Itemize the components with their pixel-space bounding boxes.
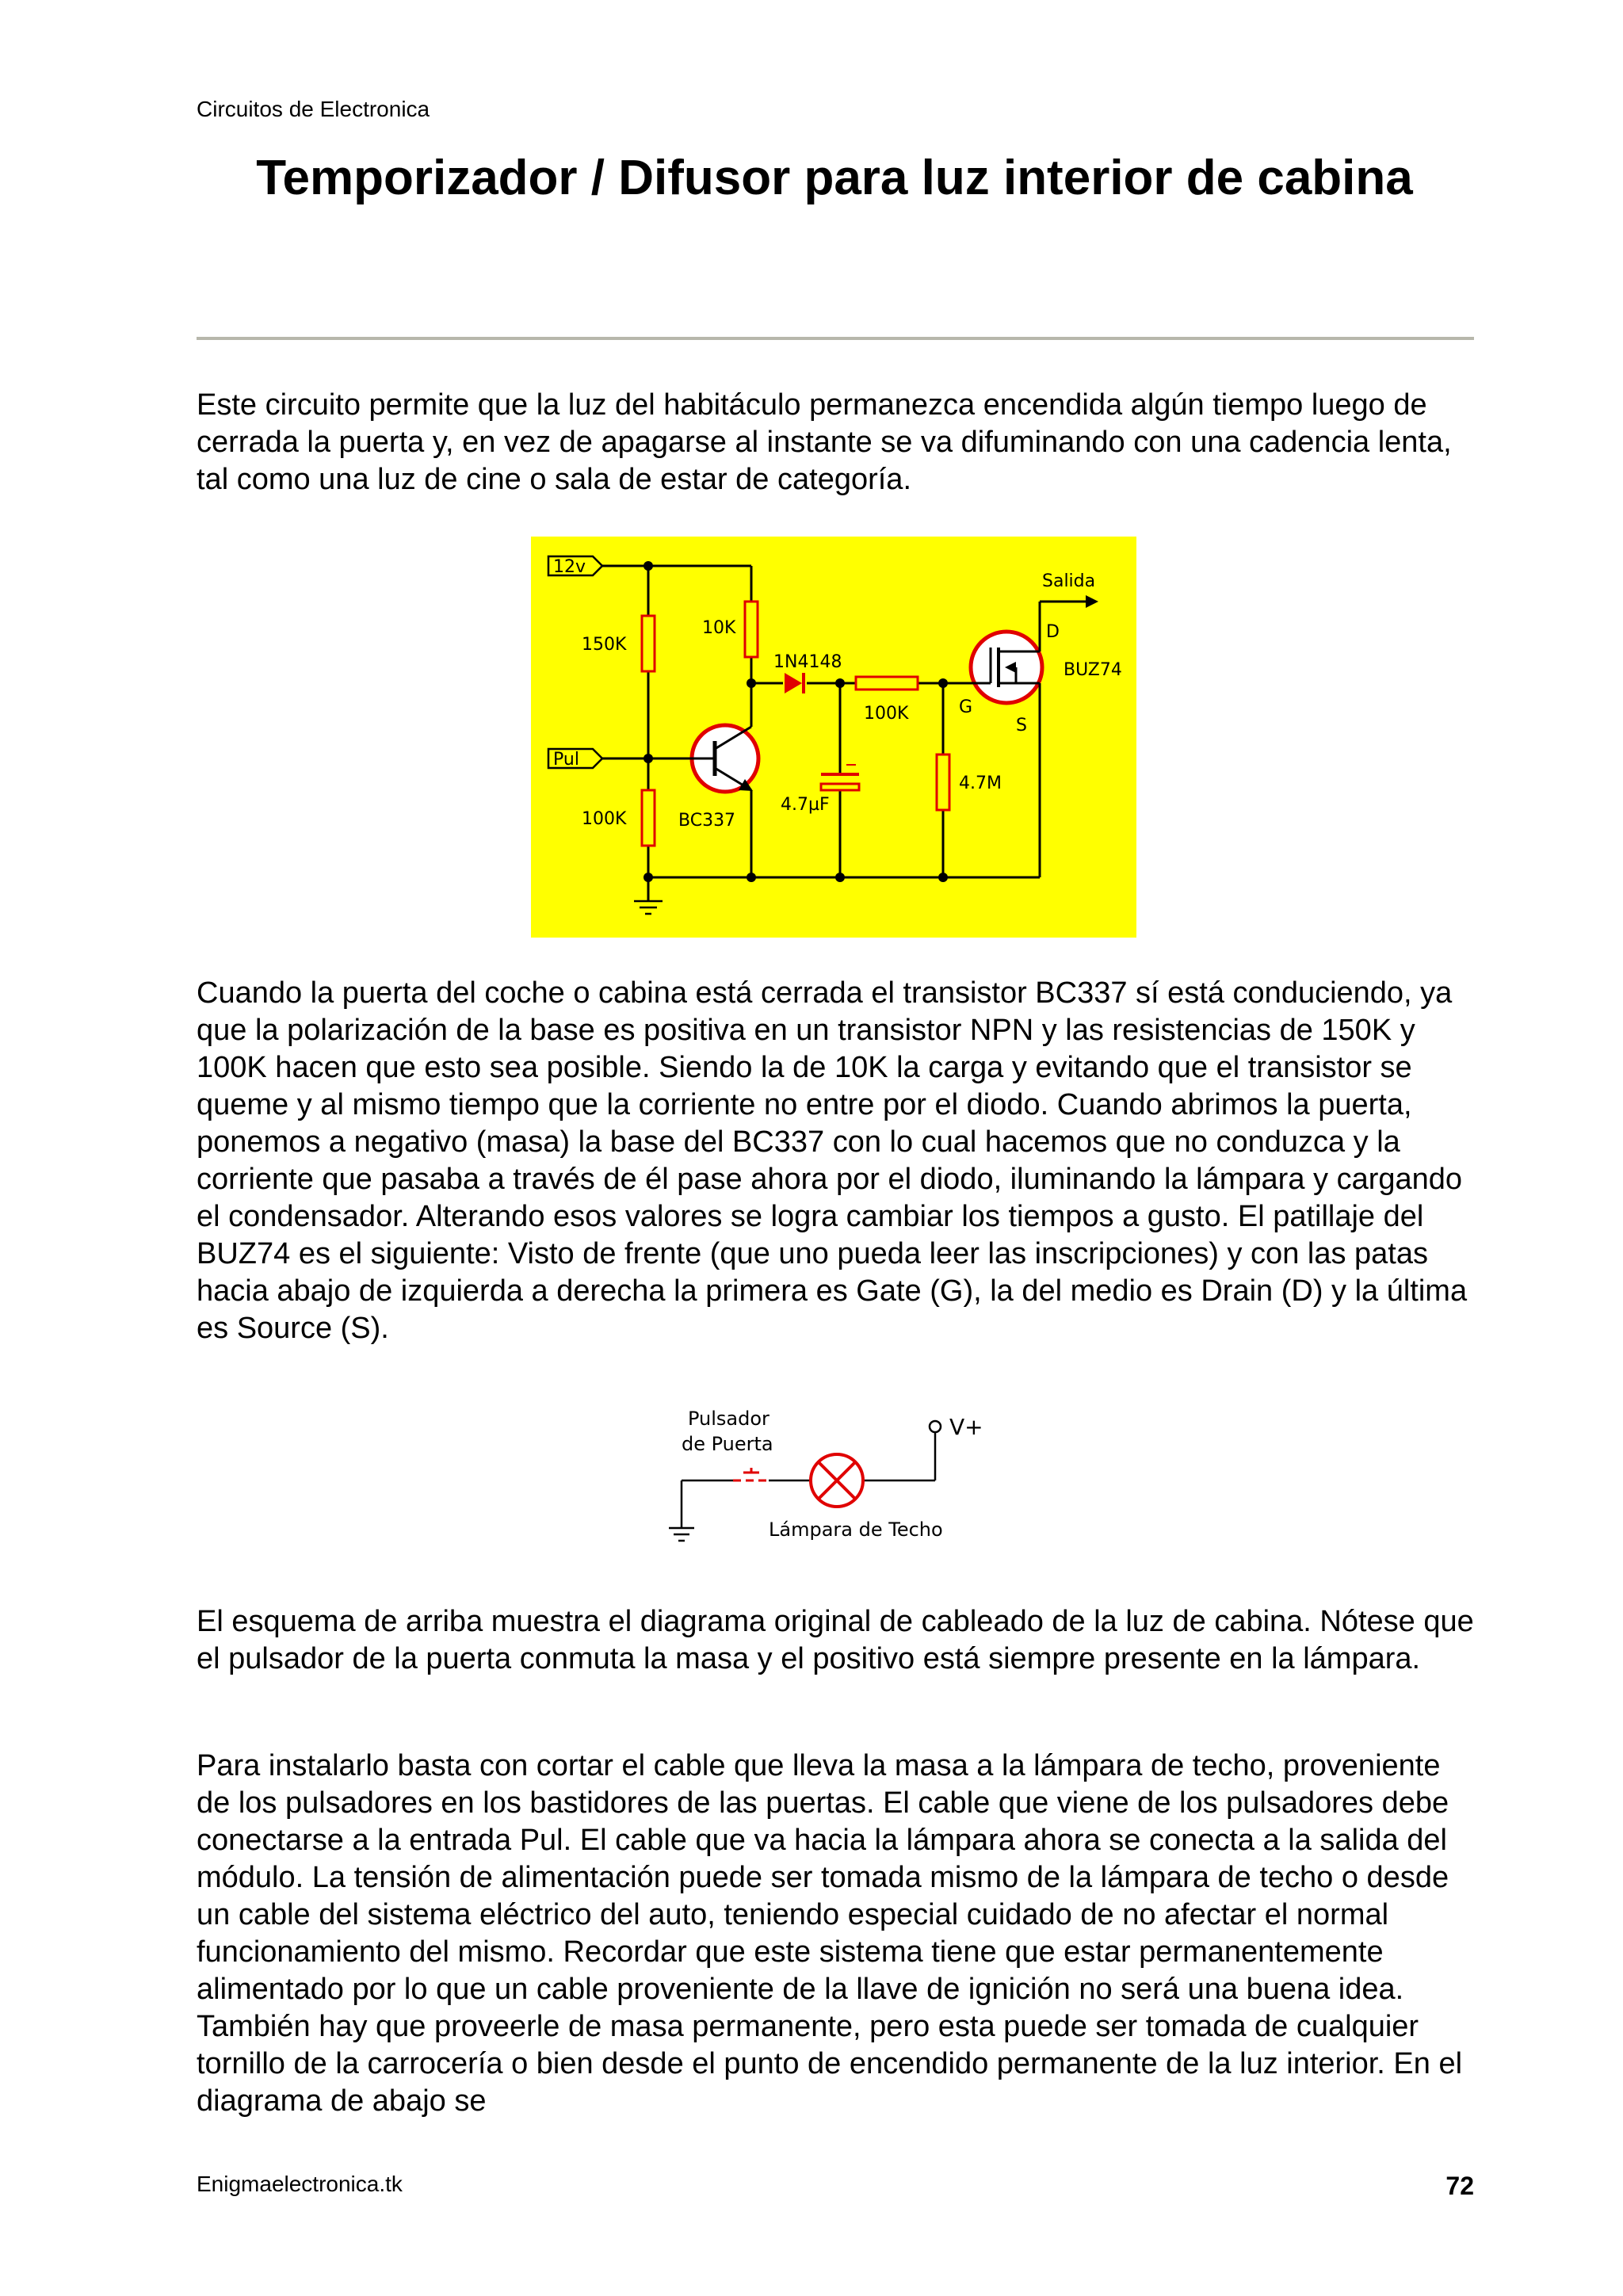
supply-label: 12v (553, 557, 586, 577)
label-150k: 150K (582, 635, 627, 655)
label-buz74: BUZ74 (1064, 660, 1122, 680)
wiring-ground-icon (669, 1528, 694, 1541)
label-capacitor: 4.7µF (781, 795, 830, 815)
resistor-100k-gate (856, 677, 918, 690)
door-switch-icon (733, 1468, 769, 1480)
label-4-7m: 4.7M (959, 774, 1002, 793)
input-label: Pul (553, 750, 579, 770)
label-100k-gate: 100K (864, 704, 909, 724)
wiring-diagram (650, 1401, 1014, 1556)
label-1n4148: 1N4148 (773, 652, 842, 672)
page-title: Temporizador / Difusor para luz interior de cabina (256, 151, 1413, 205)
wiring-paragraph: El esquema de arriba muestra el diagrama original de cableado de la luz de cabina. Nótese que el pulsador de la puerta conmuta la masa y el positivo está siempre presente en la lámpara. (197, 1605, 1474, 1675)
switch-label-line2: de Puerta (682, 1433, 773, 1455)
label-pin-g: G (959, 697, 973, 717)
footer-site: Enigmaelectronica.tk (197, 2172, 403, 2196)
lamp-label: Lámpara de Techo (769, 1519, 943, 1541)
running-header: Circuitos de Electronica (197, 97, 430, 121)
resistor-4-7m (937, 755, 949, 810)
label-bc337: BC337 (678, 811, 736, 831)
circuit-schematic (531, 537, 1136, 938)
page-number: 72 (1445, 2172, 1474, 2200)
vplus-label: V+ (949, 1414, 983, 1440)
label-100k-base: 100K (582, 809, 627, 829)
resistor-10k (745, 602, 758, 657)
buz74-mosfet-icon (971, 632, 1042, 703)
resistor-100k-base (642, 790, 655, 846)
title-divider (197, 337, 1474, 340)
supply-terminal (548, 556, 602, 577)
input-terminal (548, 749, 602, 770)
intro-paragraph: Este circuito permite que la luz del habitáculo permanezca encendida algún tiempo luego de cerrada la puerta y, en vez de apagarse al instante se va difuminando con una cadencia lenta, tal como una luz de cine o sala de estar de categoría. (197, 388, 1452, 496)
explanation-paragraph: Cuando la puerta del coche o cabina está cerrada el transistor BC337 sí está conduciendo, ya que la polarización de la base es positiva en un transistor NPN y las resistencias de 150K y 100K hacen que esto sea posible. Siendo la de 10K la carga y evitando que el transistor se queme y al mismo tiempo que la corriente no entre por el diodo. Cuando abrimos la puerta, ponemos a negativo (masa) la base del BC337 con lo cual hacemos que no conduzca y la corriente que pasaba a través de él pase ahora por el diodo, iluminando la lámpara y cargando el condensador. Alterando esos valores se logra cambiar los tiempos a gusto. El patillaje del BUZ74 es el siguiente: Visto de frente (que uno pueda leer las inscripciones) y con las patas hacia abajo de izquierda a derecha la primera es Gate (G), la del medio es Drain (D) y la última es Source (S). (197, 976, 1468, 1345)
vplus-terminal-icon (930, 1421, 941, 1432)
label-pin-s: S (1016, 716, 1027, 735)
label-10k: 10K (702, 618, 736, 638)
installation-paragraph: Para instalarlo basta con cortar el cable que lleva la masa a la lámpara de techo, proveniente de los pulsadores en los bastidores de las puertas. El cable que viene de los pulsadores debe conectarse a la entrada Pul. El cable que va hacia la lámpara ahora se conecta a la salida del módulo. La tensión de alimentación puede ser tomada mismo de la lámpara de techo o desde un cable del sistema eléctrico del auto, teniendo especial cuidado de no afectar el normal funcionamiento del mismo. Recordar que este sistema tiene que estar permanentemente alimentado por lo que un cable proveniente de la llave de ignición no será una buena idea. También hay que proveerle de masa permanente, pero esta puede ser tomada de cualquier tornillo de la carrocería o bien desde el punto de encendido permanente de la luz interior. En el diagrama de abajo se (197, 1749, 1463, 2118)
switch-label-line1: Pulsador (688, 1408, 769, 1430)
label-pin-d: D (1046, 622, 1060, 642)
ceiling-lamp-icon (811, 1454, 863, 1507)
label-salida: Salida (1042, 571, 1096, 591)
resistor-150k (642, 616, 655, 671)
